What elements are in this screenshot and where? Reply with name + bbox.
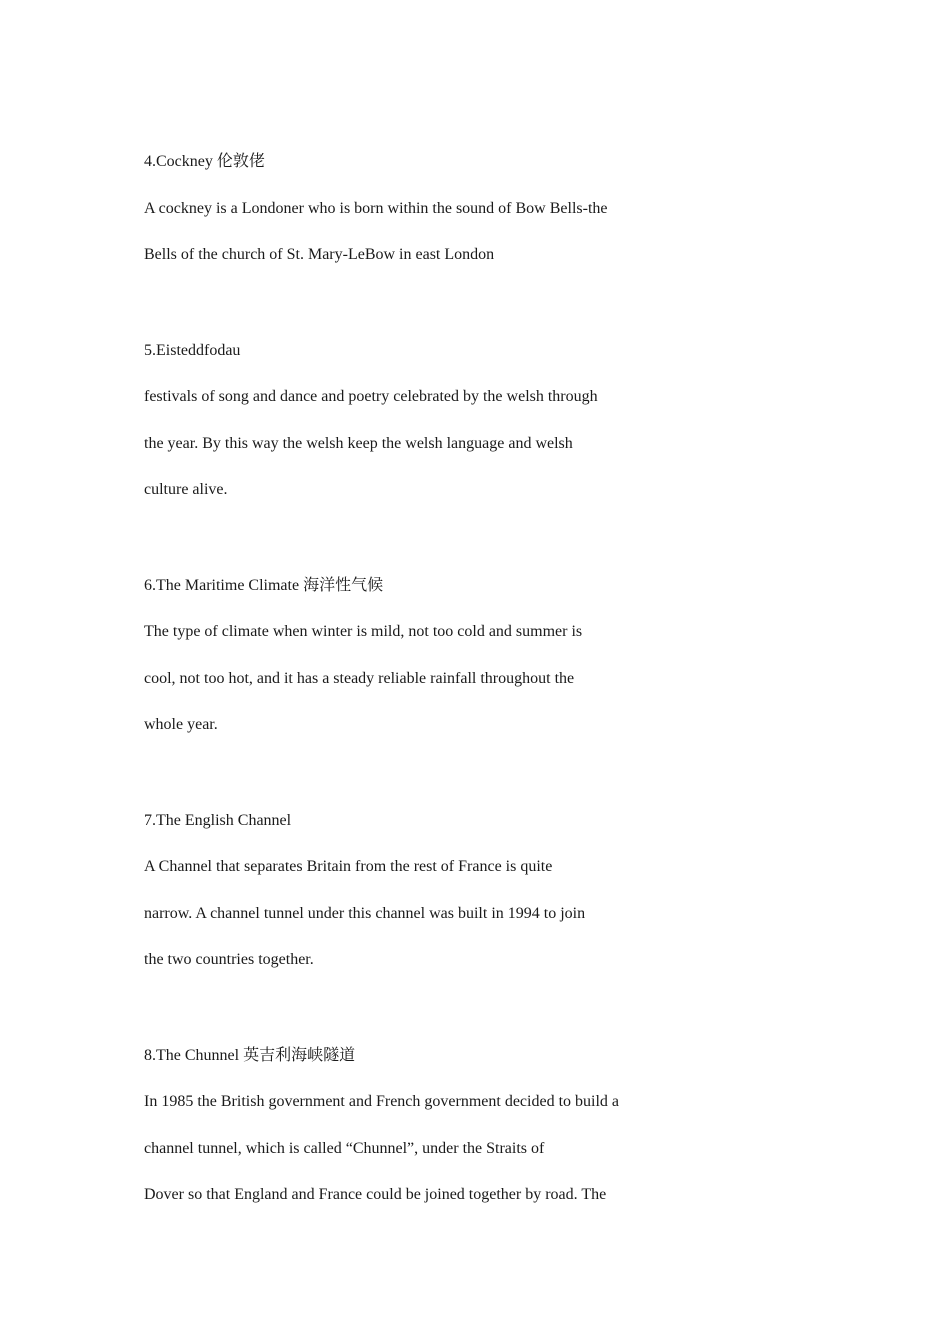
- entry-body-line: narrow. A channel tunnel under this channel was built in 1994 to join: [144, 904, 586, 922]
- document-page: [144, 148, 824, 1228]
- entry-english-channel: [144, 807, 824, 993]
- entry-heading: 7.The English Channel: [144, 811, 292, 829]
- entry-heading: 8.The Chunnel 英吉利海峡隧道: [144, 1046, 356, 1064]
- entry-heading: 4.Cockney 伦敦佬: [144, 153, 265, 170]
- entry-heading: 5.Eisteddfodau: [144, 341, 241, 359]
- entry-body-line: The type of climate when winter is mild, not too cold and summer is: [144, 623, 583, 640]
- entry-maritime-climate: [144, 572, 824, 758]
- entry-chunnel: [144, 1042, 824, 1228]
- entry-body-line: whole year.: [144, 716, 218, 733]
- entry-body-line: A Channel that separates Britain from the rest of France is quite: [144, 858, 553, 875]
- entry-body-line: A cockney is a Londoner who is born within the sound of Bow Bells-the: [144, 199, 608, 217]
- entry-body-line: festivals of song and dance and poetry celebrated by the welsh through: [144, 388, 598, 405]
- entry-body-line: channel tunnel, which is called “Chunnel”, under the Straits of: [144, 1139, 545, 1157]
- entry-eisteddfodau: [144, 337, 824, 523]
- entry-body-line: In 1985 the British government and French government decided to build a: [144, 1093, 619, 1110]
- entry-body-line: cool, not too hot, and it has a steady reliable rainfall throughout the: [144, 669, 575, 687]
- entry-body-line: Bells of the church of St. Mary-LeBow in east London: [144, 246, 495, 263]
- entry-body-line: the two countries together.: [144, 951, 314, 968]
- entry-body-line: the year. By this way the welsh keep the welsh language and welsh: [144, 434, 573, 452]
- entry-cockney: [144, 148, 824, 288]
- entry-body-line: Dover so that England and France could be joined together by road. The: [144, 1186, 607, 1203]
- entry-body-line: culture alive.: [144, 481, 228, 498]
- entry-heading: 6.The Maritime Climate 海洋性气候: [144, 576, 384, 594]
